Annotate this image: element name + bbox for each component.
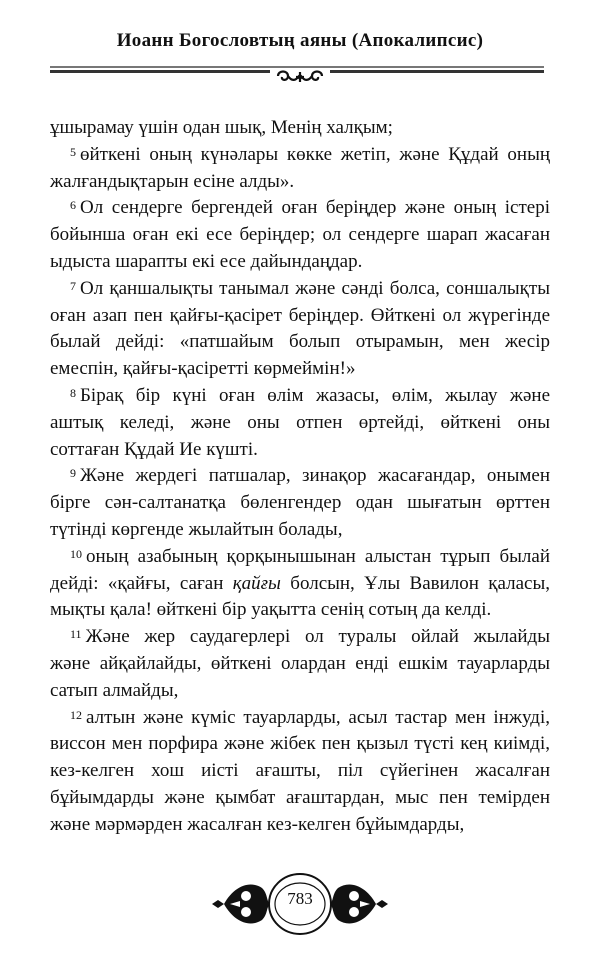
line-text: бірге сән-салтанатқа бөленгендер одан шығатын өрттен	[50, 492, 550, 514]
verse-paragraph	[50, 142, 550, 196]
line-text: жалғандықтарын есіне алды».	[50, 170, 295, 192]
text-line	[50, 303, 550, 330]
verse-paragraph	[50, 624, 550, 704]
line-text: Бірақ бір күні оған өлім жазасы, өлім, жылау және	[80, 384, 550, 406]
verse-paragraph	[50, 195, 550, 275]
line-text: оған азап пен қайғы-қасірет беріңдер. Өйткені ол жүрегінде	[50, 304, 550, 326]
verse-paragraph	[50, 115, 550, 142]
line-text: оның азабының қорқынышынан алыстан тұрып былай	[86, 545, 550, 567]
text-line	[50, 169, 550, 196]
emphasis-text: қайғы	[232, 572, 281, 594]
verse-number: 9	[70, 466, 76, 481]
verse-number: 10	[70, 546, 82, 561]
line-text: Ол сендерге бергендей оған беріңдер және оның істері	[80, 197, 550, 219]
text-segment: дейді: «қайғы, саған	[50, 572, 233, 594]
text-line	[50, 383, 550, 410]
text-line	[50, 731, 550, 758]
line-text: былай дейді: «патшайым болып отырамын, мен жесір	[50, 331, 550, 353]
text-line	[50, 329, 550, 356]
text-line	[50, 142, 550, 169]
text-line	[50, 490, 550, 517]
text-line	[50, 544, 550, 571]
line-text: аштық келеді, және оны отпен өртейді, өйткені оны	[50, 411, 550, 433]
page-number: 783	[287, 889, 313, 908]
line-text: Және жердегі патшалар, зинақор жасағандар, онымен	[80, 465, 550, 487]
line-text: Ол қаншалықты танымал және сәнді болса, соншалықты	[80, 277, 550, 299]
verse-number: 8	[70, 385, 76, 400]
verse-number: 5	[70, 144, 76, 159]
verse-paragraph	[50, 383, 550, 463]
scripture-text	[50, 115, 550, 839]
text-line	[50, 812, 550, 839]
text-line	[50, 222, 550, 249]
verse-paragraph	[50, 276, 550, 383]
text-line	[50, 758, 550, 785]
line-text: өйткені оның күнәлары көкке жетіп, және Құдай оның	[80, 143, 550, 165]
text-line	[50, 356, 550, 383]
line-text: соттаған Құдай Ие күшті.	[50, 438, 258, 460]
verse-number: 12	[70, 707, 82, 722]
text-line	[50, 651, 550, 678]
text-line	[50, 115, 550, 142]
line-text: бойынша оған екі есе беріңдер; ол сендерге шарап жасаған	[50, 224, 550, 246]
line-text: сатып алмайды,	[50, 679, 179, 701]
text-line	[50, 437, 550, 464]
line-text: кез-келген хош иісті ағашты, піл сүйегінен жасалған	[50, 760, 550, 782]
text-line	[50, 597, 550, 624]
text-line	[50, 249, 550, 276]
verse-paragraph	[50, 544, 550, 624]
line-text: Және жер саудагерлері ол туралы ойлай жылайды	[85, 626, 550, 648]
verse-number: 6	[70, 198, 76, 213]
line-text: ыдыста шарапты екі есе дайындаңдар.	[50, 250, 363, 272]
line-text: ұшырамау үшін одан шық, Менің халқым;	[50, 117, 393, 138]
text-line	[50, 678, 550, 705]
line-text: бұйымдарды және қымбат ағаштардан, мыс пен темірден	[50, 786, 550, 808]
text-line	[50, 785, 550, 812]
line-text: алтын және күміс тауарларды, асыл тастар мен інжуді,	[86, 706, 550, 728]
verse-paragraph	[50, 705, 550, 839]
line-text: және айқайлайды, өйткені олардан енді ешкім тауарларды	[50, 652, 550, 674]
line-text: және мәрмәрден жасалған кез-келген бұйымдарды,	[50, 813, 465, 835]
running-header-title: Иоанн Богословтың аяны (Апокалипсис)	[116, 30, 484, 51]
verse-number: 7	[70, 278, 76, 293]
verse-paragraph	[50, 463, 550, 543]
text-line	[50, 276, 550, 303]
line-text: виссон мен порфира және жібек пен қызыл түсті кең киімді,	[50, 733, 550, 755]
line-text: мықты қала! өйткені бір уақытта сенің сотың да келді.	[50, 599, 492, 621]
verse-number: 11	[70, 627, 82, 642]
text-line	[50, 195, 550, 222]
line-text: емеспін, қайғы-қасіретті көрмеймін!»	[50, 358, 356, 380]
text-line	[50, 517, 550, 544]
text-line	[50, 571, 550, 598]
text-line	[50, 463, 550, 490]
text-segment: болсын, Ұлы Вавилон қаласы,	[280, 572, 550, 594]
text-line	[50, 624, 550, 651]
footer-ornament	[210, 866, 390, 942]
text-line	[50, 705, 550, 732]
line-text: түтінді көргенде жылайтын болады,	[50, 518, 343, 540]
text-line	[50, 410, 550, 437]
header-ornament-icon	[270, 68, 330, 86]
